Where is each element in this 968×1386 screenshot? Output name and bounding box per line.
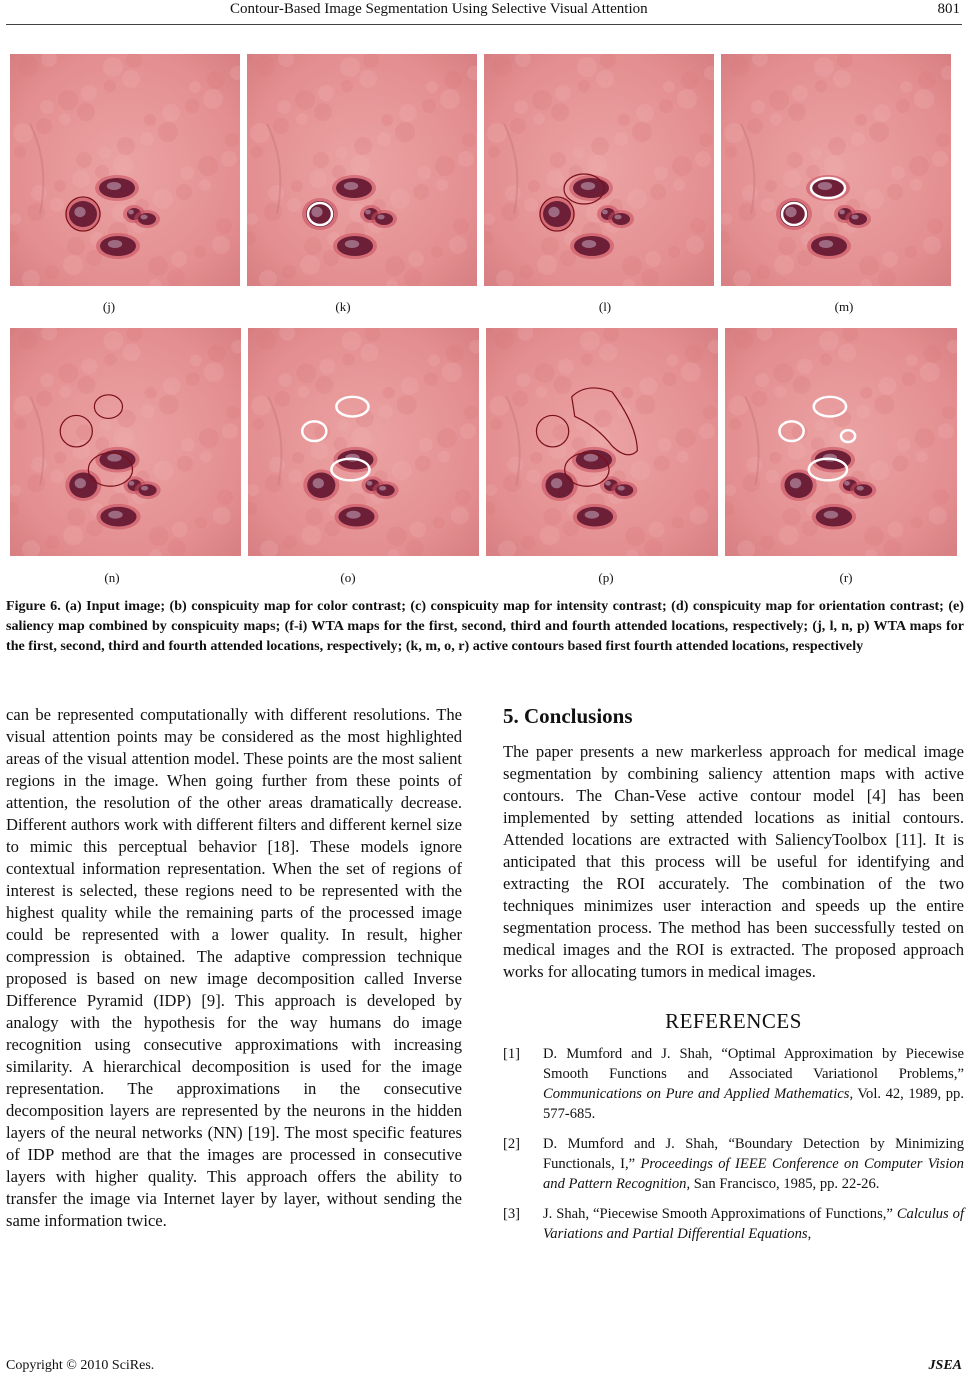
page-footer	[6, 1358, 962, 1382]
figure-label-o: (o)	[340, 570, 356, 585]
figure-panel-r	[725, 328, 957, 556]
reference-number: [2]	[503, 1136, 521, 1152]
reference-item	[503, 1204, 964, 1244]
figure-label-r: (r)	[839, 570, 853, 585]
skin-lesion-image	[247, 54, 477, 286]
figure-panel-p	[486, 328, 718, 556]
figure-panel-o	[248, 328, 479, 556]
skin-lesion-image	[486, 328, 718, 556]
reference-text: J. Shah, “Piecewise Smooth Approximations of Functions,”	[543, 1206, 893, 1222]
reference-number: [3]	[503, 1206, 521, 1222]
skin-lesion-image	[721, 54, 951, 286]
figure-label-k: (k)	[335, 299, 351, 314]
skin-lesion-image	[10, 54, 240, 286]
section-heading-conclusions: 5. Conclusions	[503, 704, 633, 728]
figure-panel-j	[10, 54, 240, 286]
skin-lesion-image	[725, 328, 957, 556]
reference-number: [1]	[503, 1046, 521, 1062]
header-rule	[6, 24, 962, 25]
running-title: Contour-Based Image Segmentation Using Selective Visual Attention	[230, 1, 648, 17]
reference-tail: , Vol. 42, 1989, pp. 577-685.	[543, 1086, 964, 1122]
figure-label-p: (p)	[598, 570, 614, 585]
skin-lesion-image	[484, 54, 714, 286]
figure-panel-n	[10, 328, 241, 556]
reference-text: D. Mumford and J. Shah, “Optimal Approximation by Piecewise Smooth Functions and Associated Variationol Problems,”	[543, 1046, 964, 1082]
figure-panel-k	[247, 54, 477, 286]
reference-item	[503, 1044, 964, 1124]
journal-name: JSEA	[928, 1358, 962, 1373]
figure-caption: Figure 6. (a) Input image; (b) conspicuity map for color contrast; (c) conspicuity map for intensity contrast; (d) conspicuity map for orientation contrast; (e) saliency map combined by conspicuity maps; (f-i) WTA maps for the first, second, third and fourth attended locations, respectively; (j, l, n, p) WTA maps for the first, second, third and fourth attended locations, respectively; (k, m, o, r) active contours based first fourth attended locations, respectively	[6, 598, 964, 654]
figure-label-m: (m)	[834, 299, 854, 314]
skin-lesion-image	[248, 328, 479, 556]
conclusions-paragraph: The paper presents a new markerless approach for medical image segmentation by combining saliency attention maps with active contours. The Chan-Vese active contour model [4] has been implemented by setting attended locations as initial contours. Attended locations are extracted with SaliencyToolbox [11]. It is anticipated that this process will be useful for identifying and extracting the ROI accurately. The combination of the two techniques minimizes user interaction and speeds up the entire segmentation process. The method has been successfully tested on medical images and the ROI is extracted. The proposed approach works for allocating tumors in medical images.	[503, 742, 964, 981]
figure-panel-l	[484, 54, 714, 286]
reference-text: D. Mumford and J. Shah, “Boundary Detection by Minimizing Functionals, I,”	[543, 1136, 964, 1172]
references-heading: REFERENCES	[665, 1009, 802, 1033]
reference-venue: Proceedings of IEEE Conference on Computer Vision and Pattern Recognition	[543, 1156, 964, 1192]
reference-venue: Communications on Pure and Applied Mathematics	[543, 1086, 850, 1102]
page-header	[0, 0, 968, 30]
figure-label-n: (n)	[104, 570, 120, 585]
figure-label-l: (l)	[598, 299, 612, 314]
figure-label-j: (j)	[102, 299, 116, 314]
figure-panel-m	[721, 54, 951, 286]
reference-tail: , San Francisco, 1985, pp. 22-26.	[686, 1176, 880, 1192]
reference-tail: ,	[807, 1226, 812, 1242]
reference-item	[503, 1134, 964, 1194]
reference-venue: Calculus of Variations and Partial Differential Equations	[543, 1206, 964, 1242]
right-column	[503, 704, 964, 1254]
page-number: 801	[937, 1, 960, 17]
skin-lesion-image	[10, 328, 241, 556]
copyright-notice: Copyright © 2010 SciRes.	[6, 1358, 155, 1373]
body-text-left: can be represented computationally with different resolutions. The visual attention points may be considered as the most highlighted areas of the visual attention model. These points are the most salient regions in the image. When going further from these points of attention, the resolution of the other areas dramatically decrease. Different authors work with different filters and different kernel size to mimic this perceptual behavior [18]. These models ignore contextual information representation. When the set of regions of interest is selected, these regions need to be represented with the highest quality while the remaining parts of the processed image could be represented with a lower quality. In result, higher compression is obtained. The adaptive compression technique proposed is based on new image decomposition called Inverse Difference Pyramid (IDP) [9]. This approach is developed by analogy with the hypothesis for the way humans do image recognition using consecutive approximations with increasing similarity. A hierarchical decomposition is used for the image representation. The approximations in the consecutive decomposition layers are represented by the neurons in the hidden layers of the neural networks (NN) [19]. The most specific features of IDP method are that the images are processed in consecutive layers with higher quality. This approach offers the ability to transfer the image via Internet layer by layer, without sending the same information twice.	[6, 705, 462, 1230]
